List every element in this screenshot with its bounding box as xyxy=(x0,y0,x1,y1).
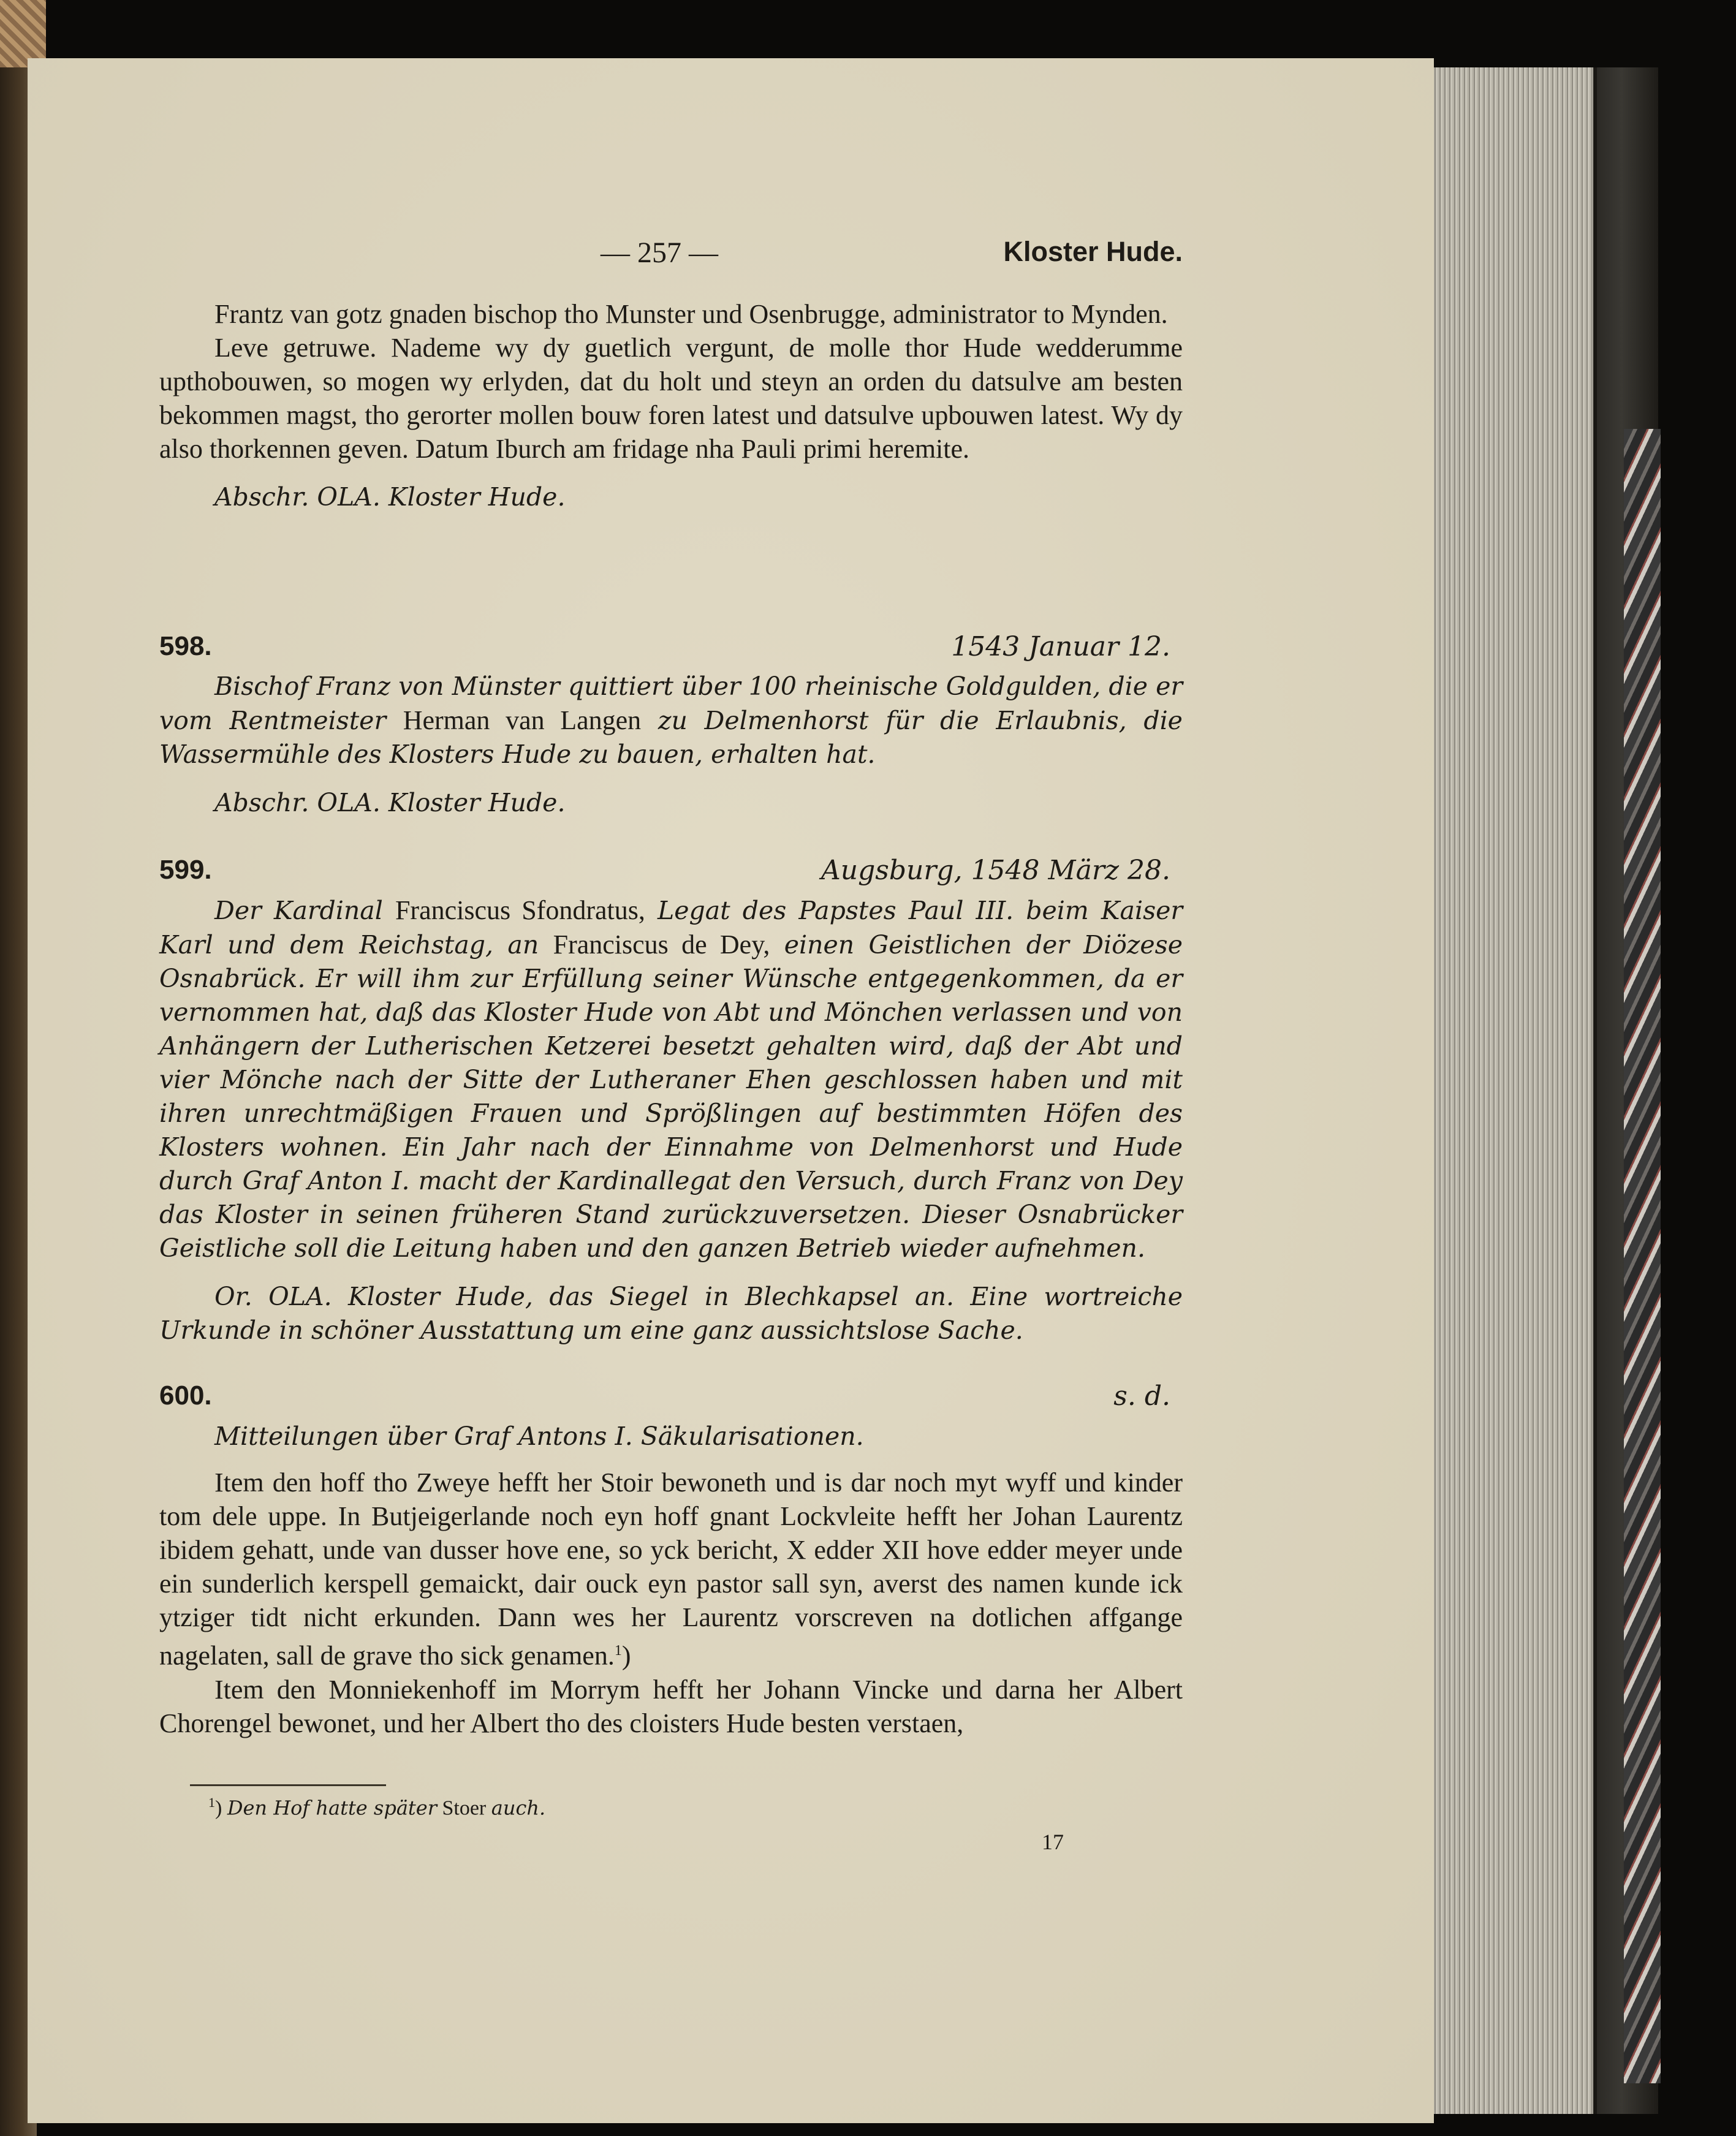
entry-number: 599. xyxy=(159,855,212,885)
person-name: Herman van Langen xyxy=(403,705,642,735)
paragraph-text: Item den hoff tho Zweye hefft her Stoir bewoneth und is dar noch myt wyff und kinder tom dele uppe. In Butjeigerlande noch eyn hoff gnant Lockvleite hefft her Johan Laurentz ibidem gehatt, unde van dusser hove ene, so yck bericht, X edder XII hove edder meyer unde ein sunderlich kerspell gemaickt, dair ouck eyn pastor sall syn, averst des namen kunde ick ytziger tidt nicht erkunden. Dann wes her Laurentz vorscreven na dotlichen affgange nagelaten, sall de grave tho sick genamen. xyxy=(159,1468,1183,1671)
source-note: Abschr. OLA. Kloster Hude. xyxy=(214,482,566,512)
summary-text: Der Kardinal xyxy=(214,896,383,925)
running-header xyxy=(159,236,1183,279)
document-paragraph: Item den Monniekenhoff im Morrym hefft her Johann Vincke und darna her Albert Chorengel bewonet, und her Albert tho des cloisters Hude besten verstaen, xyxy=(159,1674,1183,1738)
footnote-text: auch. xyxy=(491,1796,546,1820)
running-title: Kloster Hude. xyxy=(1003,236,1183,267)
footnote-mark: 1 xyxy=(208,1795,215,1810)
intro-paragraph: Leve getruwe. Nademe wy dy guetlich vergunt, de molle thor Hude wedderumme upthobouwen, so mogen wy erlyden, dat du holt und steyn an orden du datsulve am besten bekommen magst, tho gerorter mollen bouw foren latest und datsulve upbouwen latest. Wy dy also thorkennen geven. Datum Iburch am fridage nha Pauli primi heremite. xyxy=(159,333,1183,464)
source-note: Or. OLA. Kloster Hude, das Siegel in Blechkapsel an. Eine wortreiche Urkunde in schöner Ausstattung um eine ganz aussichtslose Sache. xyxy=(159,1282,1183,1345)
footnote-text: Den Hof hatte später xyxy=(227,1796,437,1820)
summary-text: einen Geistlichen der Diözese Osnabrück. Er will ihm zur Erfüllung seiner Wünsche entgegenkommen, da er vernommen hat, daß das Kloster Hude von Abt und Mönchen verlassen und von Anhängern der Lutherischen Ketzerei besetzt gehalten wird, daß der Abt und vier Mönche nach der Sitte der Lutheraner Ehen geschlossen haben und mit ihren unrechtmäßigen Frauen und Sprößlingen auf bestimmten Höfen des Klosters wohnen. Ein Jahr nach der Einnahme von Delmenhorst und Hude durch Graf Anton I. macht der Kardinallegat den Versuch, durch Franz von Dey das Kloster in seinen früheren Stand zurückzuversetzen. Dieser Osnabrücker Geistliche soll die Leitung haben und den ganzen Betrieb wieder aufnehmen. xyxy=(159,930,1183,1263)
person-name: Franciscus de Dey, xyxy=(553,930,770,960)
intro-paragraph: Frantz van gotz gnaden bischop tho Munster und Osenbrugge, administrator to Mynden. xyxy=(214,299,1168,329)
entry-summary xyxy=(159,893,1183,1265)
page-number: — 257 — xyxy=(601,237,718,269)
document-paragraph: Item den hoff tho Zweye hefft her Stoir bewoneth und is dar noch myt wyff und kinder tom dele uppe. In Butjeigerlande noch eyn hoff gnant Lockvleite hefft her Johan Laurentz ibidem gehatt, unde van dusser hove ene, so yck bericht, X edder XII hove edder meyer unde ein sunderlich kerspell gemaickt, dair ouck eyn pastor sall syn, averst des namen kunde ick ytziger tidt nicht erkunden. Dann wes her Laurentz vorscreven na dotlichen affgange nagelaten, sall de grave tho sick genamen.$^1$) xyxy=(159,1468,1183,1671)
entry-date: Augsburg, 1548 März 28. xyxy=(821,855,1170,886)
summary-text: Legat des Papstes Paul III. beim Kaiser Karl und dem Reichstag, an xyxy=(159,896,1183,960)
signature-mark: 17 xyxy=(1042,1830,1064,1854)
summary-text: zu Delmenhorst für die Erlaubnis, die Wassermühle des Klosters Hude zu bauen, erhalten hat. xyxy=(159,706,1183,769)
entry-date: 1543 Januar 12. xyxy=(951,631,1170,662)
entry-header xyxy=(159,631,1183,668)
bookmark-ribbon xyxy=(0,0,46,67)
person-name: Franciscus Sfondratus, xyxy=(395,895,645,925)
source-note: Abschr. OLA. Kloster Hude. xyxy=(214,788,566,817)
summary-text: Bischof Franz von Münster quittiert über 100 rheinische Goldgulden, die er vom Rentmeister xyxy=(159,672,1183,735)
marbled-edge xyxy=(1624,429,1661,2083)
book-page xyxy=(28,58,1434,2123)
entry-summary: Mitteilungen über Graf Antons I. Säkularisationen. xyxy=(214,1422,864,1451)
entry-header xyxy=(159,855,1183,892)
entry-date: s. d. xyxy=(1113,1380,1170,1412)
entry-598 xyxy=(159,670,1183,820)
entry-header xyxy=(159,1380,1183,1417)
entry-summary xyxy=(159,670,1183,771)
person-name: Stoer xyxy=(442,1797,487,1820)
footnote-rule xyxy=(190,1784,386,1786)
entry-number: 598. xyxy=(159,631,212,661)
footnote: $^1$) Den Hof hatte später Stoer auch. xyxy=(208,1795,546,1820)
entry-number: 600. xyxy=(159,1380,212,1411)
entry-600 xyxy=(159,1420,1183,1740)
intro-letter xyxy=(159,297,1183,514)
footnote-ref: 1 xyxy=(614,1643,622,1659)
entry-599 xyxy=(159,893,1183,1347)
